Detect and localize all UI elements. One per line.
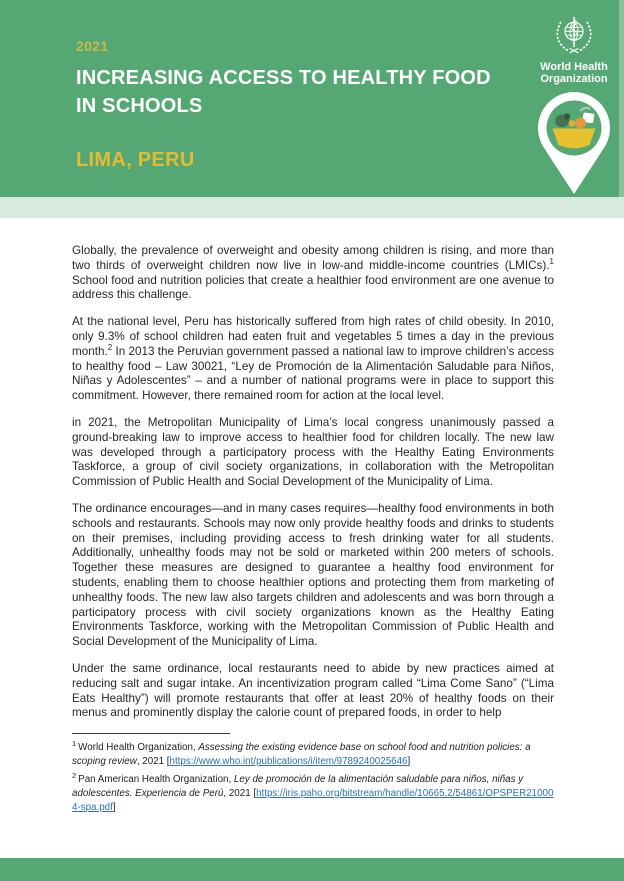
location-title: LIMA, PERU (76, 149, 195, 171)
who-logo-text-line-2: Organization (540, 73, 608, 86)
food-basket-pin-icon (537, 90, 611, 196)
footnote-separator (72, 733, 230, 734)
year-label: 2021 (76, 38, 109, 54)
page-title (76, 64, 491, 121)
who-logo-text (529, 61, 619, 86)
article-body (72, 244, 554, 819)
footnote-2-link[interactable]: https://iris.paho.org/bitstream/handle/10665.2/54861/OPSPER210004-spa.pdf (72, 787, 554, 813)
footnote-1 (72, 738, 554, 769)
footnote-marker-2: 2 (72, 770, 77, 780)
footnote-text: ] (407, 756, 411, 768)
paragraph-text: School food and nutrition policies that create a healthier food environment are one avenue to address this challenge. (72, 273, 554, 302)
footnote-1-link[interactable]: https://www.who.int/publications/i/item/9789240025646 (169, 756, 408, 768)
page-edge-highlight (619, 0, 624, 218)
footnote-title: Assessing the existing evidence base on school food and nutrition policies: a scoping review (72, 742, 531, 768)
title-line-2: IN SCHOOLS (76, 95, 203, 118)
paragraph-text: Globally, the prevalence of overweight and obesity among children is rising, and more than two thirds of overweight children now live in low-and middle-income countries (LMICs). (72, 244, 554, 272)
who-emblem-icon (551, 14, 597, 60)
who-logo (529, 14, 619, 86)
who-logo-text-line-1: World Health (540, 61, 608, 73)
body-paragraph-2 (72, 315, 554, 404)
footnote-2 (72, 770, 554, 815)
footnote-ref-2: 2 (107, 342, 113, 352)
title-line-1: INCREASING ACCESS TO HEALTHY FOOD (76, 67, 491, 89)
footnote-text: , 2021 [ (223, 787, 257, 799)
footnote-text: ] (112, 801, 116, 813)
body-paragraph-1 (72, 244, 554, 303)
footnote-marker-1: 1 (72, 738, 77, 748)
paragraph-text: In 2013 the Peruvian government passed a national law to improve children’s access to healthy food – Law 30021, “Ley de Promoción de la Alimentación Saludable para Niños, Niñas y Adolescentes” – and a number of national programs were in place to support this commitment. However, there remained room for action at the local level. (72, 344, 554, 403)
body-paragraph-5: Under the same ordinance, local restaurants need to abide by new practices aimed at reducing salt and sugar intake. An incentivization program called “Lima Come Sano” (“Lima Eats Healthy”) will promote restaurants that offer at least 20% of healthy foods on their menus and prominently display the calorie count of prepared foods, in order to help (72, 661, 554, 720)
footnote-title: Ley de promoción de la alimentación saludable para niños, niñas y adolescentes. Experiencia de Perú (72, 773, 524, 799)
paragraph-text: At the national level, Peru has historically suffered from high rates of child obesity. In 2010, only 9.3% of school children had eaten fruit and vegetables 5 times a day in the previous month. (72, 315, 554, 358)
body-paragraph-3: in 2021, the Metropolitan Municipality of Lima’s local congress unanimously passed a ground-breaking law to improve access to healthier food for children locally. The new law was developed through a participatory process with the Healthy Eating Environments Taskforce, a group of civil society organizations, in collaboration with the Metropolitan Commission of Public Health and Social Development of the Municipality of Lima. (72, 415, 554, 489)
footnote-text: Pan American Health Organization, (78, 773, 234, 785)
body-paragraph-4: The ordinance encourages—and in many cases requires—healthy food environments in both schools and restaurants. Schools may now only provide healthy foods and drinks to students on their premises, including providing access to fresh drinking water for all students. Additionally, unhealthy foods may not be sold or marketed within 200 meters of schools. Together these measures are designed to guarantee a healthy food environment for students, enabling them to choose healthier options and protecting them from marketing of unhealthy foods. The new law also targets children and adolescents and was born through a participatory process with civil society organizations known as the Healthy Eating Environments Taskforce, working with the Metropolitan Commission of Public Health and Social Development of the Municipality of Lima. (72, 501, 554, 649)
footnote-text: , 2021 [ (136, 756, 170, 768)
header-accent-band (0, 197, 624, 218)
footnote-text: World Health Organization, (78, 742, 199, 754)
footer-band (0, 858, 624, 881)
footnote-ref-1: 1 (549, 256, 554, 266)
header-band (0, 0, 624, 197)
